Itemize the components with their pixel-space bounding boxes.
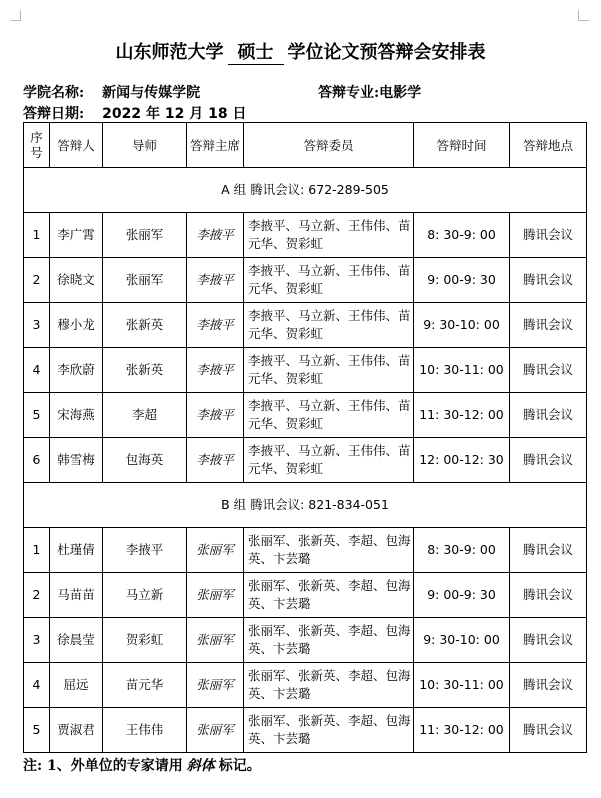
cell-chair: 李掖平 (187, 393, 244, 438)
cell-time: 9: 30-10: 00 (414, 303, 510, 348)
cell-advisor: 李掖平 (103, 528, 187, 573)
cell-chair: 李掖平 (187, 438, 244, 483)
date-label: 答辩日期: (23, 106, 85, 122)
cell-seq: 3 (24, 303, 50, 348)
footnote (23, 755, 261, 775)
cell-chair: 李掖平 (187, 303, 244, 348)
cell-seq: 1 (24, 528, 50, 573)
cell-seq: 2 (24, 258, 50, 303)
table-row (24, 213, 587, 258)
header-committee: 答辩委员 (244, 123, 414, 168)
table-row (24, 708, 587, 753)
cell-advisor: 苗元华 (103, 663, 187, 708)
cell-student: 屈远 (50, 663, 103, 708)
table-row (24, 303, 587, 348)
table-row (24, 573, 587, 618)
group-header-row (24, 168, 587, 213)
title-prefix: 山东师范大学 (115, 42, 224, 63)
note-prefix: 注: 1、外单位的专家请用 (23, 758, 183, 774)
cell-chair: 张丽军 (187, 528, 244, 573)
cell-committee: 张丽军、张新英、李超、包海英、卞芸璐 (244, 708, 414, 753)
defense-schedule-table (23, 122, 587, 753)
table-row (24, 618, 587, 663)
cell-time: 8: 30-9: 00 (414, 528, 510, 573)
cell-time: 8: 30-9: 00 (414, 213, 510, 258)
cell-student: 穆小龙 (50, 303, 103, 348)
cell-advisor: 张丽军 (103, 213, 187, 258)
cell-seq: 6 (24, 438, 50, 483)
group-header-row (24, 483, 587, 528)
cell-time: 9: 00-9: 30 (414, 573, 510, 618)
cell-committee: 张丽军、张新英、李超、包海英、卞芸璐 (244, 528, 414, 573)
cell-place: 腾讯会议 (510, 528, 587, 573)
cell-student: 贾淑君 (50, 708, 103, 753)
cell-chair: 张丽军 (187, 618, 244, 663)
cell-advisor: 张丽军 (103, 258, 187, 303)
school-label: 学院名称: (23, 85, 85, 101)
cell-committee: 李掖平、马立新、王伟伟、苗元华、贺彩虹 (244, 438, 414, 483)
page-corner-mark-right (578, 10, 589, 21)
cell-place: 腾讯会议 (510, 348, 587, 393)
cell-committee: 张丽军、张新英、李超、包海英、卞芸璐 (244, 663, 414, 708)
cell-seq: 1 (24, 213, 50, 258)
cell-committee: 张丽军、张新英、李超、包海英、卞芸璐 (244, 618, 414, 663)
school-line (23, 82, 200, 102)
school-value: 新闻与传媒学院 (102, 85, 201, 101)
header-time: 答辩时间 (414, 123, 510, 168)
cell-place: 腾讯会议 (510, 438, 587, 483)
cell-committee: 李掖平、马立新、王伟伟、苗元华、贺彩虹 (244, 393, 414, 438)
cell-seq: 3 (24, 618, 50, 663)
cell-chair: 李掖平 (187, 348, 244, 393)
cell-committee: 张丽军、张新英、李超、包海英、卞芸璐 (244, 573, 414, 618)
cell-student: 徐晨莹 (50, 618, 103, 663)
cell-place: 腾讯会议 (510, 618, 587, 663)
cell-chair: 李掖平 (187, 258, 244, 303)
cell-advisor: 张新英 (103, 348, 187, 393)
cell-student: 李欣蔚 (50, 348, 103, 393)
header-row (24, 123, 587, 168)
table-row (24, 258, 587, 303)
cell-place: 腾讯会议 (510, 258, 587, 303)
cell-student: 杜瑾倩 (50, 528, 103, 573)
cell-seq: 4 (24, 348, 50, 393)
cell-place: 腾讯会议 (510, 393, 587, 438)
date-value: 2022 年 12 月 18 日 (102, 106, 247, 122)
cell-chair: 张丽军 (187, 663, 244, 708)
table-row (24, 438, 587, 483)
cell-advisor: 马立新 (103, 573, 187, 618)
major-value: 电影学 (379, 85, 422, 101)
cell-seq: 5 (24, 393, 50, 438)
cell-place: 腾讯会议 (510, 213, 587, 258)
table-row (24, 393, 587, 438)
header-student: 答辩人 (50, 123, 103, 168)
group-label: B 组 腾讯会议: 821-834-051 (24, 483, 587, 528)
cell-time: 12: 00-12: 30 (414, 438, 510, 483)
cell-seq: 5 (24, 708, 50, 753)
header-place: 答辩地点 (510, 123, 587, 168)
header-seq: 序号 (24, 123, 50, 168)
cell-seq: 2 (24, 573, 50, 618)
major-line (318, 82, 421, 102)
cell-place: 腾讯会议 (510, 573, 587, 618)
table-row (24, 663, 587, 708)
table-row (24, 348, 587, 393)
cell-advisor: 贺彩虹 (103, 618, 187, 663)
header-advisor: 导师 (103, 123, 187, 168)
degree-blank: 硕士 (228, 38, 284, 65)
major-label: 答辩专业: (318, 85, 380, 101)
cell-chair: 张丽军 (187, 573, 244, 618)
cell-student: 徐晓文 (50, 258, 103, 303)
cell-place: 腾讯会议 (510, 303, 587, 348)
cell-seq: 4 (24, 663, 50, 708)
header-chair: 答辩主席 (187, 123, 244, 168)
table-row (24, 528, 587, 573)
cell-time: 9: 30-10: 00 (414, 618, 510, 663)
cell-place: 腾讯会议 (510, 708, 587, 753)
title-suffix: 学位论文预答辩会安排表 (287, 42, 486, 63)
cell-student: 宋海燕 (50, 393, 103, 438)
cell-committee: 李掖平、马立新、王伟伟、苗元华、贺彩虹 (244, 258, 414, 303)
cell-time: 10: 30-11: 00 (414, 663, 510, 708)
cell-committee: 李掖平、马立新、王伟伟、苗元华、贺彩虹 (244, 213, 414, 258)
cell-place: 腾讯会议 (510, 663, 587, 708)
cell-student: 韩雪梅 (50, 438, 103, 483)
cell-chair: 李掖平 (187, 213, 244, 258)
document-title (0, 38, 601, 65)
cell-time: 11: 30-12: 00 (414, 393, 510, 438)
cell-advisor: 李超 (103, 393, 187, 438)
cell-student: 李广霄 (50, 213, 103, 258)
cell-time: 11: 30-12: 00 (414, 708, 510, 753)
cell-committee: 李掖平、马立新、王伟伟、苗元华、贺彩虹 (244, 303, 414, 348)
cell-advisor: 张新英 (103, 303, 187, 348)
page-corner-mark-left (10, 10, 21, 21)
cell-student: 马苗苗 (50, 573, 103, 618)
group-label: A 组 腾讯会议: 672-289-505 (24, 168, 587, 213)
cell-chair: 张丽军 (187, 708, 244, 753)
note-italic: 斜体 (186, 758, 215, 774)
date-line (23, 103, 246, 123)
note-suffix: 标记。 (218, 758, 261, 774)
cell-advisor: 王伟伟 (103, 708, 187, 753)
cell-advisor: 包海英 (103, 438, 187, 483)
cell-committee: 李掖平、马立新、王伟伟、苗元华、贺彩虹 (244, 348, 414, 393)
cell-time: 10: 30-11: 00 (414, 348, 510, 393)
cell-time: 9: 00-9: 30 (414, 258, 510, 303)
